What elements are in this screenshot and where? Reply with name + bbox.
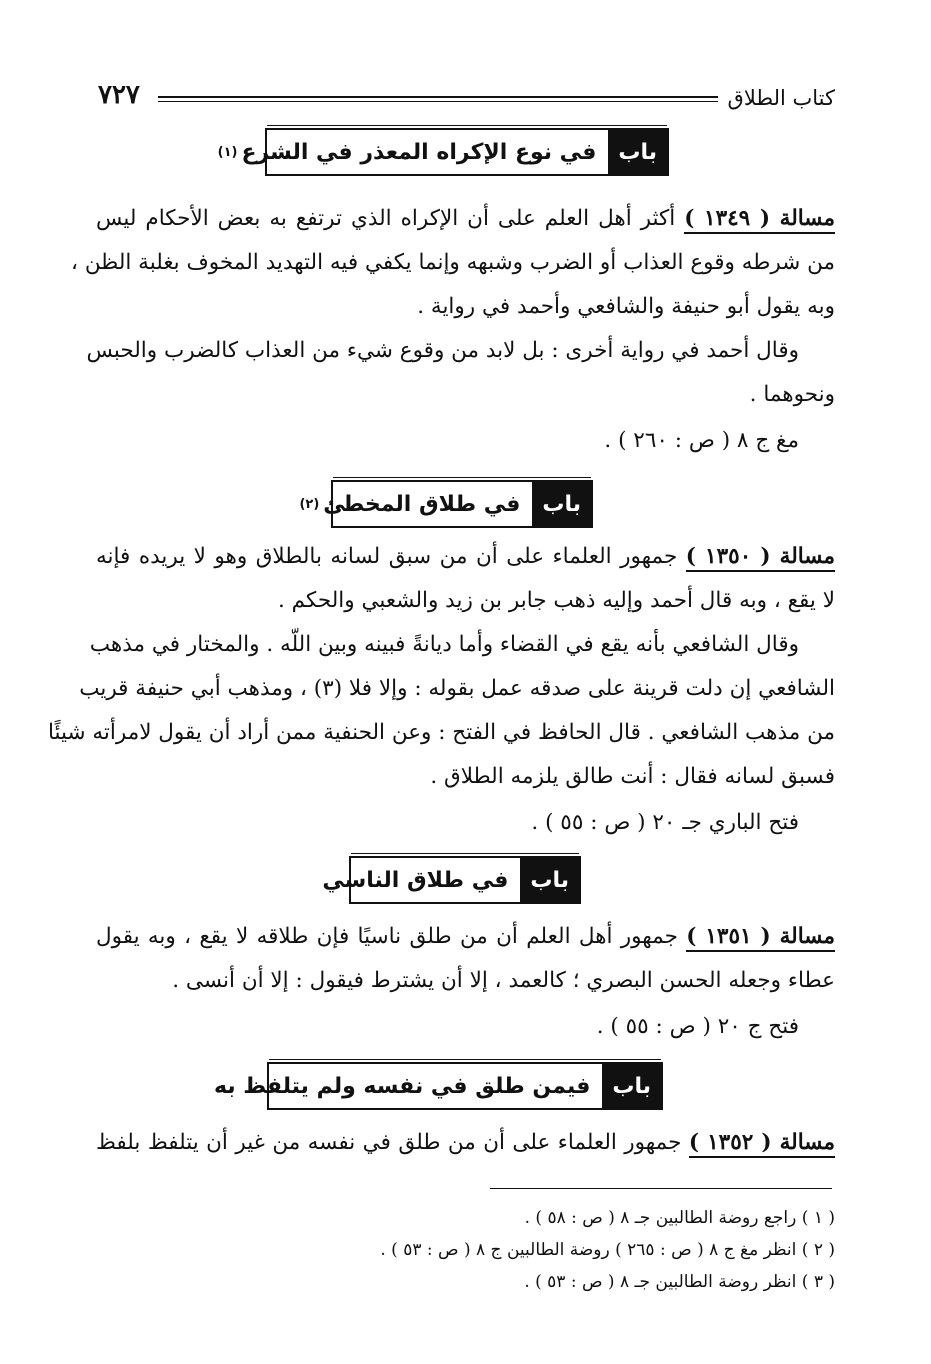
paragraph-line: لا يقع ، وبه قال أحمد وإليه ذهب جابر بن زيد والشعبي والحكم . xyxy=(278,588,835,613)
section-heading-forgetful-divorce xyxy=(322,856,581,904)
line-text: جمهور أهل العلم أن من طلق ناسيًا فإن طلاقه لا يقع ، وبه يقول xyxy=(96,924,687,949)
heading-title: في طلاق المخطئ xyxy=(323,491,521,517)
section-heading-mistaken-divorce xyxy=(299,480,593,528)
section-heading-inner-divorce xyxy=(214,1062,663,1110)
section-heading-text xyxy=(310,858,520,902)
masala-label: مسالة ( ١٣٥٠ ) xyxy=(686,544,835,572)
running-header-title: كتاب الطلاق xyxy=(727,86,835,110)
source-reference: فتح ج ٢٠ ( ص : ٥٥ ) . xyxy=(596,1014,799,1039)
source-reference: فتح الباري جـ ٢٠ ( ص : ٥٥ ) . xyxy=(531,810,799,835)
bab-label: باب xyxy=(602,1064,661,1108)
source-reference: مغ ج ٨ ( ص : ٢٦٠ ) . xyxy=(604,428,799,453)
paragraph-line: الشافعي إن دلت قرينة على صدقه عمل بقوله : وإلا فلا (٣) ، ومذهب أبي حنيفة قريب xyxy=(79,676,835,701)
heading-title: فيمن طلق في نفسه ولم يتلفظ به xyxy=(214,1073,591,1099)
masala-label: مسالة ( ١٣٥١ ) xyxy=(686,924,835,952)
header-rule xyxy=(158,96,718,98)
paragraph-line xyxy=(96,1126,835,1160)
heading-title: في نوع الإكراه المعذر في الشرع xyxy=(241,139,597,165)
paragraph-line xyxy=(96,540,835,574)
masala-label: مسالة ( ١٣٤٩ ) xyxy=(684,206,835,234)
header-rule-thin xyxy=(158,101,718,102)
footnote-2: ( ٢ ) انظر مغ ج ٨ ( ص : ٢٦٥ ) روضة الطالبين ج ٨ ( ص : ٥٣ ) . xyxy=(380,1240,835,1260)
footnote-separator xyxy=(490,1188,832,1189)
paragraph-line xyxy=(96,920,835,954)
heading-title: في طلاق الناسي xyxy=(322,867,509,893)
paragraph-line: من مذهب الشافعي . قال الحافظ في الفتح : وعن الحنفية ممن أراد أن يقول لامرأته شيئًا xyxy=(47,720,835,745)
line-text: جمهور العلماء على أن من طلق في نفسه من غير أن يتلفظ بلفظ xyxy=(96,1130,689,1155)
paragraph-line: وقال الشافعي بأنه يقع في القضاء وأما ديانةً فبينه وبين اللّه . والمختار في مذهب xyxy=(89,632,799,657)
line-text: جمهور العلماء على أن من سبق لسانه بالطلاق وهو لا يريده فإنه xyxy=(96,544,686,569)
paragraph-line: وبه يقول أبو حنيفة والشافعي وأحمد في رواية . xyxy=(417,294,835,319)
section-heading-coercion xyxy=(217,128,669,176)
section-heading-text xyxy=(202,1064,602,1108)
paragraph-line: فسبق لسانه فقال : أنت طالق يلزمه الطلاق . xyxy=(430,764,835,789)
section-heading-text xyxy=(287,482,532,526)
bab-label: باب xyxy=(532,482,591,526)
line-text: أكثر أهل العلم على أن الإكراه الذي ترتفع به بعض الأحكام ليس xyxy=(96,206,685,231)
paragraph-line: ونحوهما . xyxy=(749,382,835,407)
page-number: ٧٢٧ xyxy=(98,80,140,110)
footnote-marker: (٢) xyxy=(299,496,320,512)
footnote-1: ( ١ ) راجع روضة الطالبين جـ ٨ ( ص : ٥٨ ) . xyxy=(524,1208,835,1228)
masala-label: مسالة ( ١٣٥٢ ) xyxy=(689,1130,835,1158)
paragraph-line: وقال أحمد في رواية أخرى : بل لابد من وقوع شيء من العذاب كالضرب والحبس xyxy=(86,338,799,363)
footnote-3: ( ٣ ) انظر روضة الطالبين جـ ٨ ( ص : ٥٣ ) . xyxy=(524,1272,835,1292)
paragraph-line: من شرطه وقوع العذاب أو الضرب وشبهه وإنما يكفي فيه التهديد المخوف بغلبة الظن ، xyxy=(71,250,835,275)
paragraph-line: عطاء وجعله الحسن البصري ؛ كالعمد ، إلا أن يشترط فيقول : إلا أن أنسى . xyxy=(172,968,835,993)
paragraph-line xyxy=(96,202,835,236)
bab-label: باب xyxy=(520,858,579,902)
section-heading-text xyxy=(206,130,609,174)
bab-label: باب xyxy=(608,130,667,174)
footnote-marker: (١) xyxy=(217,144,238,160)
